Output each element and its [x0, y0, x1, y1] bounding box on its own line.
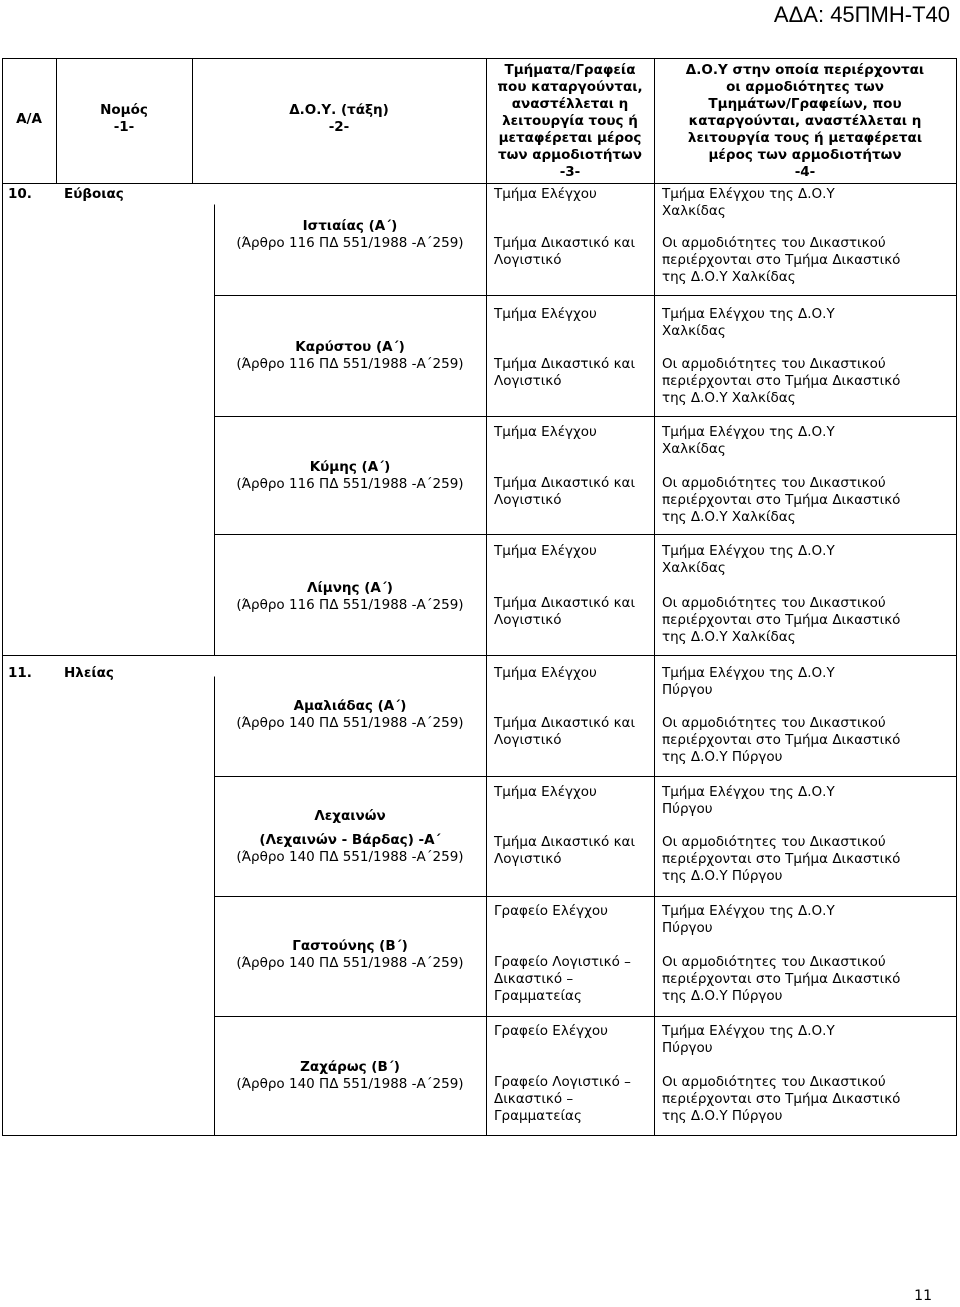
unit-cell: Τμήμα Ελέγχου [494, 665, 597, 681]
unit-cell: Γραφείο Ελέγχου [494, 903, 608, 919]
header-tmimata: Τμήματα/Γραφεία που καταργούνται, αναστέλλεται η λειτουργία τους ή μεταφέρεται μέρος των αρμοδιοτήτων -3- [497, 62, 643, 180]
target-cell: Οι αρμοδιότητες του Δικαστικού περιέρχονται στο Τμήμα Δικαστικό της Δ.Ο.Υ Χαλκίδας [662, 356, 901, 406]
target-cell: Οι αρμοδιότητες του Δικαστικού περιέρχονται στο Τμήμα Δικαστικό της Δ.Ο.Υ Χαλκίδας [662, 595, 901, 645]
target-cell: Οι αρμοδιότητες του Δικαστικού περιέρχονται στο Τμήμα Δικαστικό της Δ.Ο.Υ Πύργου [662, 715, 901, 765]
target-cell: Τμήμα Ελέγχου της Δ.Ο.Υ Πύργου [662, 903, 835, 936]
target-cell: Τμήμα Ελέγχου της Δ.Ο.Υ Χαλκίδας [662, 306, 835, 339]
target-cell: Οι αρμοδιότητες του Δικαστικού περιέρχονται στο Τμήμα Δικαστικό της Δ.Ο.Υ Χαλκίδας [662, 235, 901, 285]
row-nomos: Εύβοιας [64, 186, 124, 202]
unit-cell: Τμήμα Ελέγχου [494, 543, 597, 559]
header-nomos: Νομός -1- [100, 102, 148, 135]
office-cell: Γαστούνης (Β΄) (Άρθρο 140 ΠΔ 551/1988 -Α΄259) [236, 938, 464, 971]
target-cell: Οι αρμοδιότητες του Δικαστικού περιέρχονται στο Τμήμα Δικαστικό της Δ.Ο.Υ Πύργου [662, 1074, 901, 1124]
row-number: 11. [8, 665, 32, 681]
target-cell: Τμήμα Ελέγχου της Δ.Ο.Υ Χαλκίδας [662, 543, 835, 576]
target-cell: Οι αρμοδιότητες του Δικαστικού περιέρχονται στο Τμήμα Δικαστικό της Δ.Ο.Υ Πύργου [662, 834, 901, 884]
unit-cell: Τμήμα Δικαστικό και Λογιστικό [494, 475, 636, 508]
office-cell: Αμαλιάδας (Α΄) (Άρθρο 140 ΠΔ 551/1988 -Α΄259) [236, 698, 464, 731]
ada-code: ΑΔΑ: 45ΠΜΗ-Τ40 [773, 2, 950, 27]
target-cell: Τμήμα Ελέγχου της Δ.Ο.Υ Πύργου [662, 665, 835, 698]
header-doy: Δ.Ο.Υ. (τάξη) -2- [289, 102, 389, 135]
office-cell: Λεχαινών [314, 808, 386, 824]
unit-cell: Γραφείο Ελέγχου [494, 1023, 608, 1039]
target-cell: Τμήμα Ελέγχου της Δ.Ο.Υ Πύργου [662, 1023, 835, 1056]
row-nomos: Ηλείας [64, 665, 114, 681]
header-doy-target: Δ.Ο.Υ στην οποία περιέρχονται οι αρμοδιότητες των Τμημάτων/Γραφείων, που καταργούνται, αναστέλλεται η λειτουργία τους ή μεταφέρεται μέρος των αρμοδιοτήτων -4- [685, 62, 925, 180]
target-cell: Τμήμα Ελέγχου της Δ.Ο.Υ Χαλκίδας [662, 424, 835, 457]
target-cell: Οι αρμοδιότητες του Δικαστικού περιέρχονται στο Τμήμα Δικαστικό της Δ.Ο.Υ Χαλκίδας [662, 475, 901, 525]
header-aa: Α/Α [16, 111, 42, 127]
office-cell: Ζαχάρως (Β΄) (Άρθρο 140 ΠΔ 551/1988 -Α΄259) [236, 1059, 464, 1092]
target-cell: Οι αρμοδιότητες του Δικαστικού περιέρχονται στο Τμήμα Δικαστικό της Δ.Ο.Υ Πύργου [662, 954, 901, 1004]
page-number: 11 [914, 1288, 932, 1304]
unit-cell: Τμήμα Δικαστικό και Λογιστικό [494, 595, 636, 628]
unit-cell: Τμήμα Ελέγχου [494, 306, 597, 322]
office-cell: Ιστιαίας (Α΄) (Άρθρο 116 ΠΔ 551/1988 -Α΄259) [236, 218, 464, 251]
office-cell: Κύμης (Α΄) (Άρθρο 116 ΠΔ 551/1988 -Α΄259) [236, 459, 464, 492]
unit-cell: Γραφείο Λογιστικό – Δικαστικό – Γραμματείας [494, 1074, 631, 1124]
office-cell: Καρύστου (Α΄) (Άρθρο 116 ΠΔ 551/1988 -Α΄259) [236, 339, 464, 372]
unit-cell: Τμήμα Δικαστικό και Λογιστικό [494, 715, 636, 748]
unit-cell: Τμήμα Δικαστικό και Λογιστικό [494, 834, 636, 867]
office-cell: (Λεχαινών - Βάρδας) -Α΄ (Άρθρο 140 ΠΔ 551/1988 -Α΄259) [236, 832, 464, 865]
target-cell: Τμήμα Ελέγχου της Δ.Ο.Υ Πύργου [662, 784, 835, 817]
row-number: 10. [8, 186, 32, 202]
unit-cell: Τμήμα Δικαστικό και Λογιστικό [494, 235, 636, 268]
unit-cell: Τμήμα Δικαστικό και Λογιστικό [494, 356, 636, 389]
target-cell: Τμήμα Ελέγχου της Δ.Ο.Υ Χαλκίδας [662, 186, 835, 219]
table [0, 58, 960, 1138]
unit-cell: Γραφείο Λογιστικό – Δικαστικό – Γραμματείας [494, 954, 631, 1004]
office-cell: Λίμνης (Α΄) (Άρθρο 116 ΠΔ 551/1988 -Α΄259) [236, 580, 464, 613]
unit-cell: Τμήμα Ελέγχου [494, 424, 597, 440]
unit-cell: Τμήμα Ελέγχου [494, 784, 597, 800]
unit-cell: Τμήμα Ελέγχου [494, 186, 597, 202]
